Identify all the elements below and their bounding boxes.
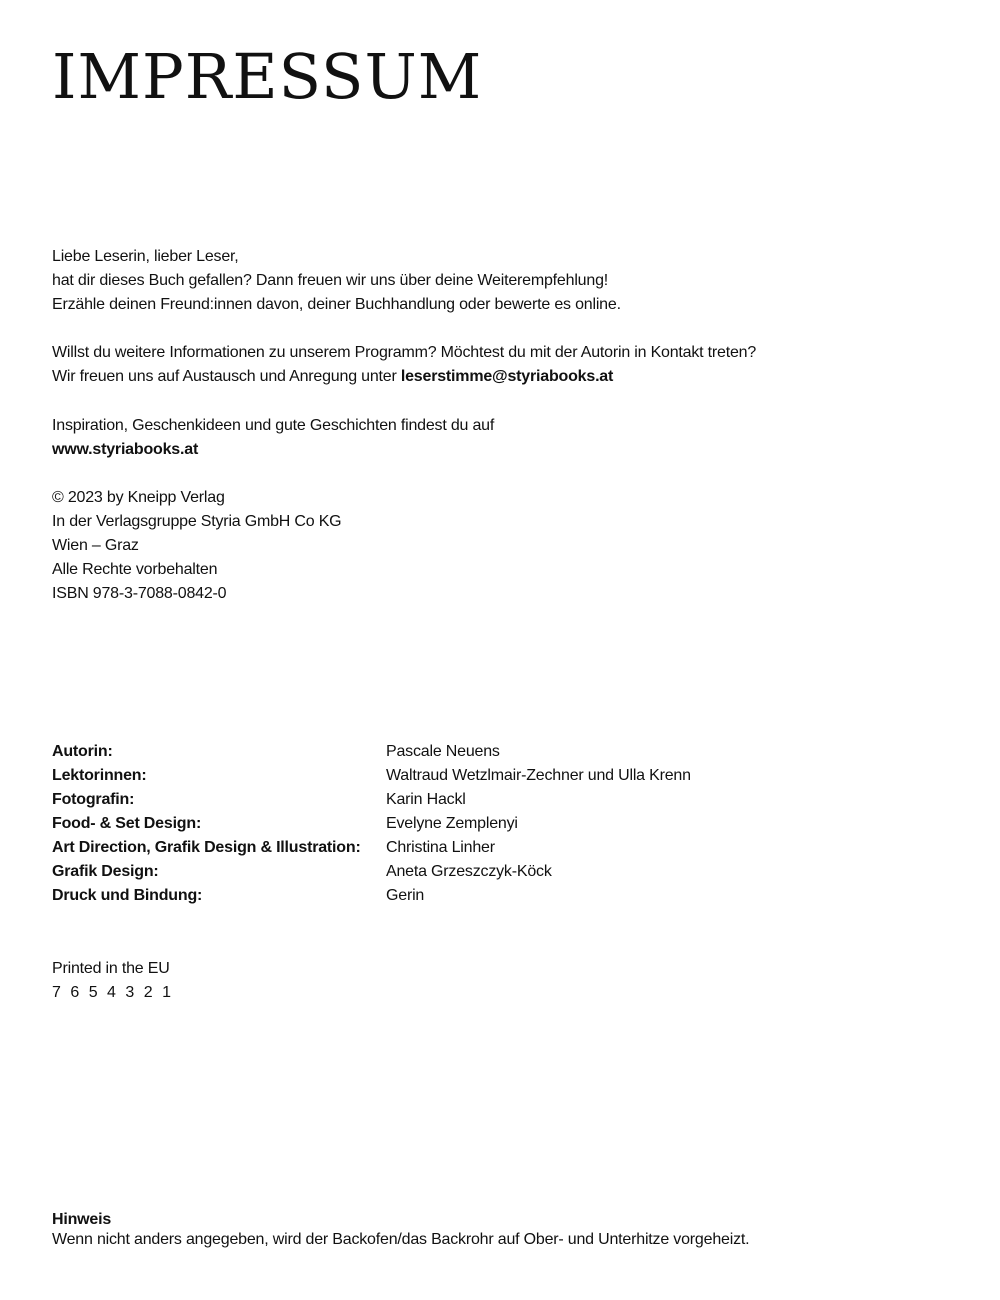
share-line: Erzähle deinen Freund:innen davon, deiner Buchhandlung oder bewerte es online. xyxy=(52,296,621,313)
contact-paragraph xyxy=(52,341,756,389)
credit-row xyxy=(52,764,952,788)
reader-greeting xyxy=(52,245,621,317)
credit-row xyxy=(52,884,952,908)
credit-role: Grafik Design: xyxy=(52,863,159,880)
credit-role: Lektorinnen: xyxy=(52,767,147,784)
credit-row xyxy=(52,788,952,812)
credit-name: Gerin xyxy=(386,887,425,904)
greeting-line: Liebe Leserin, lieber Leser, xyxy=(52,248,239,265)
credit-role: Fotografin: xyxy=(52,791,135,808)
credit-row xyxy=(52,836,952,860)
credit-name: Karin Hackl xyxy=(386,791,466,808)
print-run-sequence: 7 6 5 4 3 2 1 xyxy=(52,984,174,1001)
contact-email-line xyxy=(52,365,756,389)
publisher-location-line: Wien – Graz xyxy=(52,537,139,554)
copyright-block xyxy=(52,486,341,606)
credit-role: Food- & Set Design: xyxy=(52,815,202,832)
contact-email-link[interactable]: leserstimme@styriabooks.at xyxy=(400,368,614,385)
note-heading: Hinweis xyxy=(52,1211,112,1228)
note-text: Wenn nicht anders angegeben, wird der Backofen/das Backrohr auf Ober- und Unterhitze vorgeheizt. xyxy=(52,1231,750,1248)
inspiration-text: Inspiration, Geschenkideen und gute Geschichten findest du auf xyxy=(52,417,495,434)
copyright-line: © 2023 by Kneipp Verlag xyxy=(52,489,225,506)
credit-name: Evelyne Zemplenyi xyxy=(386,815,518,832)
credit-role: Autorin: xyxy=(52,743,113,760)
inspiration-paragraph xyxy=(52,414,494,462)
recommendation-line: hat dir dieses Buch gefallen? Dann freuen wir uns über deine Weiterempfehlung! xyxy=(52,272,609,289)
credit-name: Aneta Grzeszczyk-Köck xyxy=(386,863,552,880)
baking-note xyxy=(52,1210,749,1250)
contact-question-line: Willst du weitere Informationen zu unserem Programm? Möchtest du mit der Autorin in Kontakt treten? xyxy=(52,344,757,361)
website-link[interactable]: www.styriabooks.at xyxy=(52,441,199,458)
isbn-line: ISBN 978-3-7088-0842-0 xyxy=(52,585,227,602)
credit-name: Pascale Neuens xyxy=(386,743,500,760)
rights-line: Alle Rechte vorbehalten xyxy=(52,561,218,578)
printing-info xyxy=(52,957,173,1005)
credit-row xyxy=(52,740,952,764)
publisher-group-line: In der Verlagsgruppe Styria GmbH Co KG xyxy=(52,513,342,530)
credits-table xyxy=(52,740,952,908)
credit-row xyxy=(52,812,952,836)
credit-role: Art Direction, Grafik Design & Illustration: xyxy=(52,839,361,856)
impressum-page xyxy=(52,0,952,1300)
credit-name: Waltraud Wetzlmair-Zechner und Ulla Krenn xyxy=(386,767,691,784)
credit-row xyxy=(52,860,952,884)
printed-in-line: Printed in the EU xyxy=(52,960,170,977)
page-title: IMPRESSUM xyxy=(52,40,483,113)
credit-name: Christina Linher xyxy=(386,839,495,856)
credit-role: Druck und Bindung: xyxy=(52,887,203,904)
contact-email-lead: Wir freuen uns auf Austausch und Anregung unter xyxy=(52,368,397,385)
